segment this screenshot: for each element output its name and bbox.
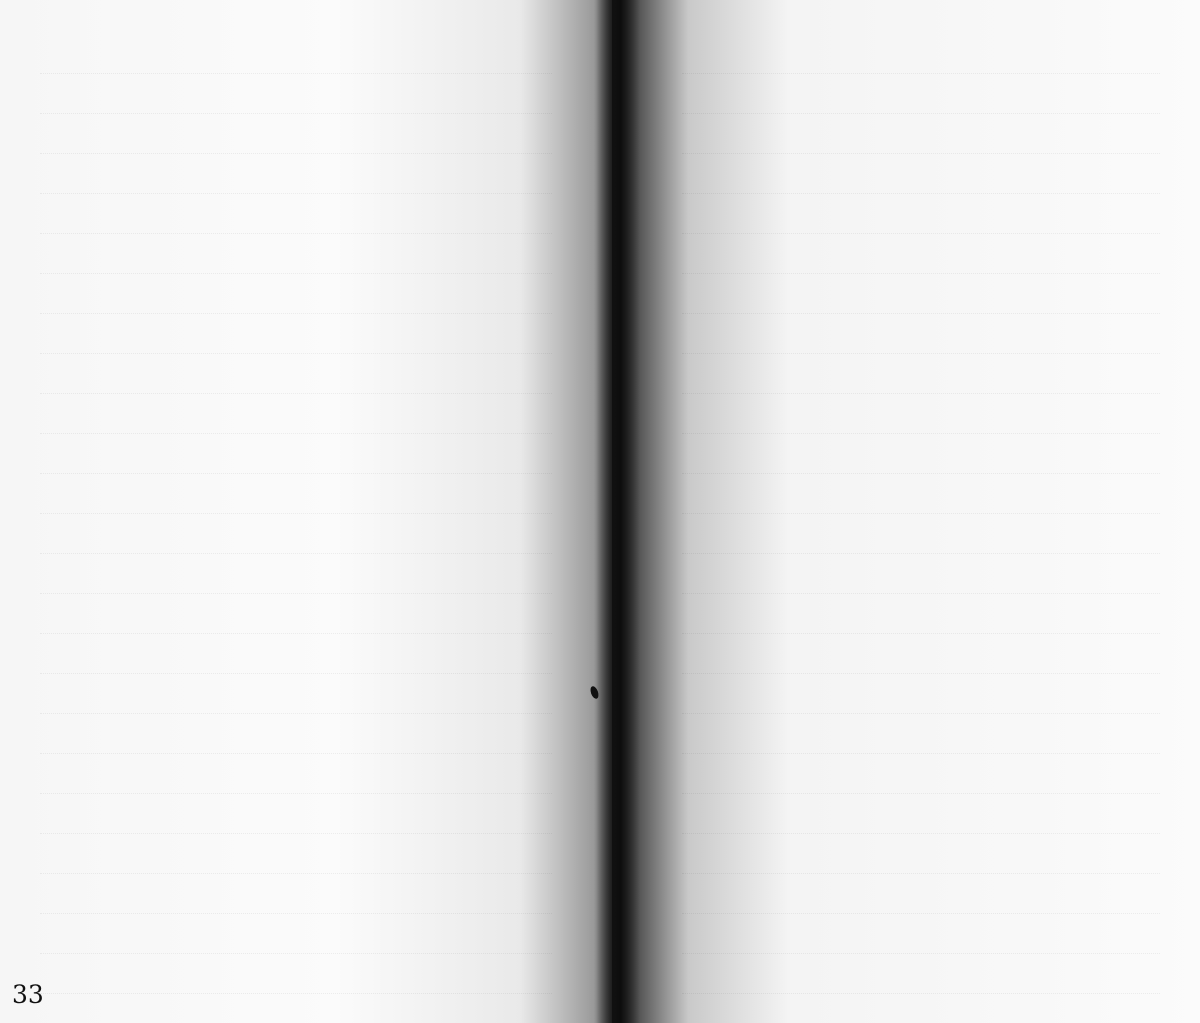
text-line xyxy=(682,834,1160,874)
text-line xyxy=(682,314,1160,354)
text-line xyxy=(682,434,1160,474)
text-line xyxy=(682,994,1160,1023)
text-line xyxy=(40,74,552,114)
text-line xyxy=(682,794,1160,834)
text-line xyxy=(682,394,1160,434)
text-line xyxy=(682,554,1160,594)
text-line xyxy=(40,794,552,834)
text-line xyxy=(682,754,1160,794)
text-line xyxy=(40,154,552,194)
text-line xyxy=(40,554,552,594)
text-line xyxy=(682,474,1160,514)
text-line xyxy=(682,914,1160,954)
text-line xyxy=(40,514,552,554)
text-line xyxy=(40,874,552,914)
text-line xyxy=(40,754,552,794)
text-line xyxy=(40,594,552,634)
text-line xyxy=(682,634,1160,674)
text-line xyxy=(40,354,552,394)
text-line xyxy=(682,114,1160,154)
text-line xyxy=(40,434,552,474)
text-line xyxy=(40,234,552,274)
right-page-text xyxy=(682,34,1160,1023)
text-line xyxy=(40,34,552,74)
text-line xyxy=(682,954,1160,994)
text-line xyxy=(40,114,552,154)
text-line xyxy=(682,714,1160,754)
left-page-text xyxy=(40,34,552,1023)
text-line xyxy=(682,154,1160,194)
text-line xyxy=(40,954,552,994)
text-line xyxy=(682,234,1160,274)
text-line xyxy=(682,354,1160,394)
text-line xyxy=(682,74,1160,114)
text-line xyxy=(40,634,552,674)
text-line xyxy=(40,194,552,234)
text-line xyxy=(40,674,552,714)
text-line xyxy=(40,994,552,1023)
page-number: 33 xyxy=(12,980,44,1009)
right-page xyxy=(612,0,1200,1023)
text-line xyxy=(40,274,552,314)
text-line xyxy=(682,874,1160,914)
text-line xyxy=(40,314,552,354)
text-line xyxy=(682,274,1160,314)
text-line xyxy=(40,834,552,874)
text-line xyxy=(682,34,1160,74)
text-line xyxy=(682,674,1160,714)
text-line xyxy=(40,474,552,514)
text-line xyxy=(682,194,1160,234)
text-line xyxy=(40,394,552,434)
text-line xyxy=(40,714,552,754)
text-line xyxy=(40,914,552,954)
text-line xyxy=(682,514,1160,554)
text-line xyxy=(682,594,1160,634)
